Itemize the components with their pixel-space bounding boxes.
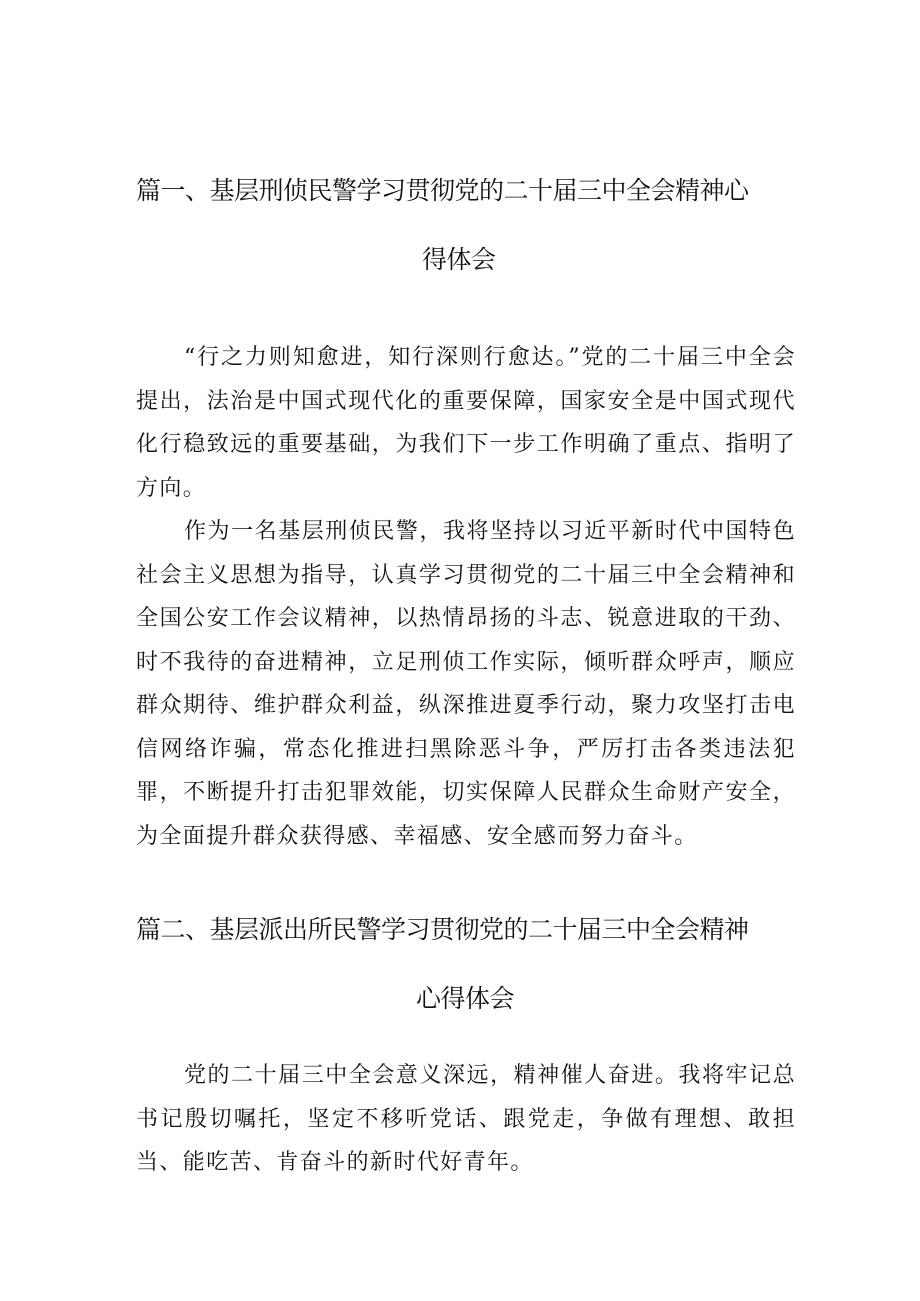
article-1-title-line-2: 得体会 bbox=[422, 245, 496, 274]
article-2-body bbox=[136, 1054, 796, 1185]
article-2-title-line-2: 心得体会 bbox=[416, 984, 515, 1013]
article-2-title-line-1: 篇二、基层派出所民警学习贯彻党的二十届三中全会精神 bbox=[136, 915, 749, 944]
article-1-body bbox=[136, 336, 796, 858]
article-1-title-line-1: 篇一、基层刑侦民警学习贯彻党的二十届三中全会精神心 bbox=[136, 176, 749, 205]
article-2-paragraph-1: 党的二十届三中全会意义深远，精神催人奋进。我将牢记总书记殷切嘱托，坚定不移听党话、跟党走，争做有理想、敢担当、能吃苦、肯奋斗的新时代好青年。 bbox=[136, 1063, 796, 1175]
article-1-paragraph-1: “行之力则知愈进，知行深则行愈达。”党的二十届三中全会提出，法治是中国式现代化的重要保障，国家安全是中国式现代化行稳致远的重要基础，为我们下一步工作明确了重点、指明了方向。 bbox=[136, 345, 796, 501]
article-2-title bbox=[136, 917, 786, 1011]
article-1-title bbox=[136, 178, 786, 272]
article-1-paragraph-2: 作为一名基层刑侦民警，我将坚持以习近平新时代中国特色社会主义思想为指导，认真学习贯彻党的二十届三中全会精神和全国公安工作会议精神，以热情昂扬的斗志、锐意进取的干劲、时不我待的奋进精神，立足刑侦工作实际，倾听群众呼声，顺应群众期待、维护群众利益，纵深推进夏季行动，聚力攻坚打击电信网络诈骗，常态化推进扫黑除恶斗争，严厉打击各类违法犯罪，不断提升打击犯罪效能，切实保障人民群众生命财产安全，为全面提升群众获得感、幸福感、安全感而努力奋斗。 bbox=[136, 519, 796, 849]
